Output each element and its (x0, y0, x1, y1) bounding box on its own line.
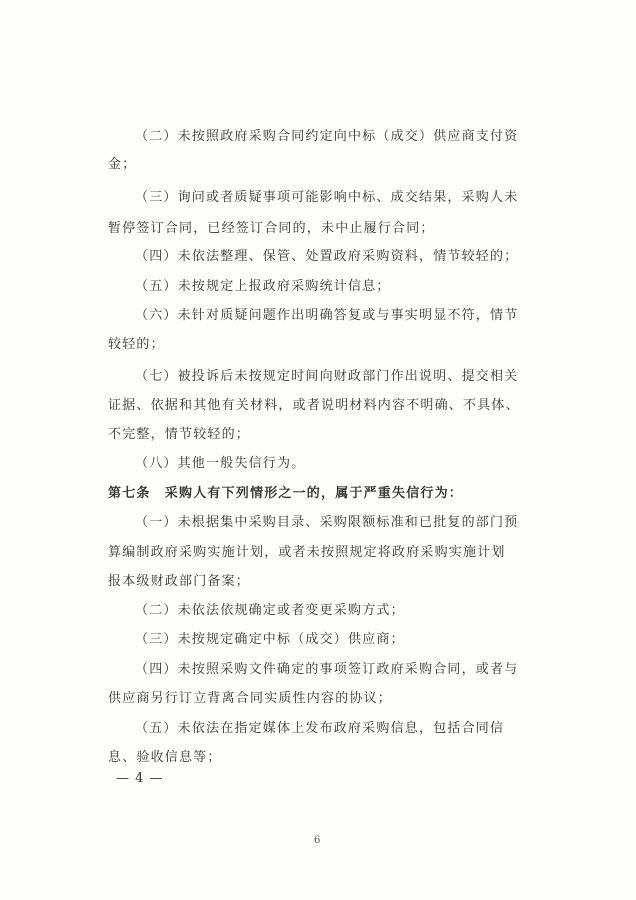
paragraph-line: 供应商另行订立背离合同实质性内容的协议； (108, 691, 393, 706)
paragraph-line: （三）询问或者质疑事项可能影响中标、成交结果，采购人未 (135, 190, 519, 205)
paragraph-line: 不完整，情节较轻的； (108, 427, 251, 442)
paragraph-line: 较轻的； (108, 337, 165, 352)
page-number-label: — 4 — (116, 771, 164, 786)
paragraph-line: （三）未按规定确定中标（成交）供应商； (135, 632, 405, 647)
paragraph-line: （五）未依法在指定媒体上发布政府采购信息，包括合同信 (135, 721, 505, 736)
paragraph-line: （八）其他一般失信行为。 (135, 456, 306, 471)
paragraph-line: 金； (108, 157, 137, 172)
paragraph-line: （一）未根据集中采购目录、采购限额标准和已批复的部门预 (135, 515, 519, 530)
paragraph-line: 报本级财政部门备案； (108, 574, 251, 589)
paragraph-line: （二）未依法依规确定或者变更采购方式； (135, 603, 405, 618)
paragraph-line: 证据、依据和其他有关材料，或者说明材料内容不明确、不具体、 (108, 398, 520, 413)
paragraph-line: （五）未按规定上报政府采购统计信息； (135, 279, 391, 294)
paragraph-line: （四）未按照采购文件确定的事项签订政府采购合同，或者与 (135, 662, 519, 677)
article-heading-line: 第七条 采购人有下列情形之一的，属于严重失信行为： (108, 486, 464, 501)
paragraph-line: 算编制政府采购实施计划，或者未按照规定将政府采购实施计划 (108, 545, 506, 560)
paragraph-line: （二）未按照政府采购合同约定向中标（成交）供应商支付资 (135, 129, 519, 144)
scan-page-number: 6 (314, 835, 321, 846)
paragraph-line: （七）被投诉后未按规定时间向财政部门作出说明、提交相关 (135, 369, 519, 384)
paragraph-line: （六）未针对质疑问题作出明确答复或与事实明显不符，情节 (135, 308, 519, 323)
paragraph-line: 暂停签订合同，已经签订合同的，未中止履行合同； (108, 221, 435, 236)
paragraph-line: （四）未依法整理、保管、处置政府采购资料，情节较轻的； (135, 249, 519, 264)
paragraph-line: 息、验收信息等； (108, 750, 222, 765)
